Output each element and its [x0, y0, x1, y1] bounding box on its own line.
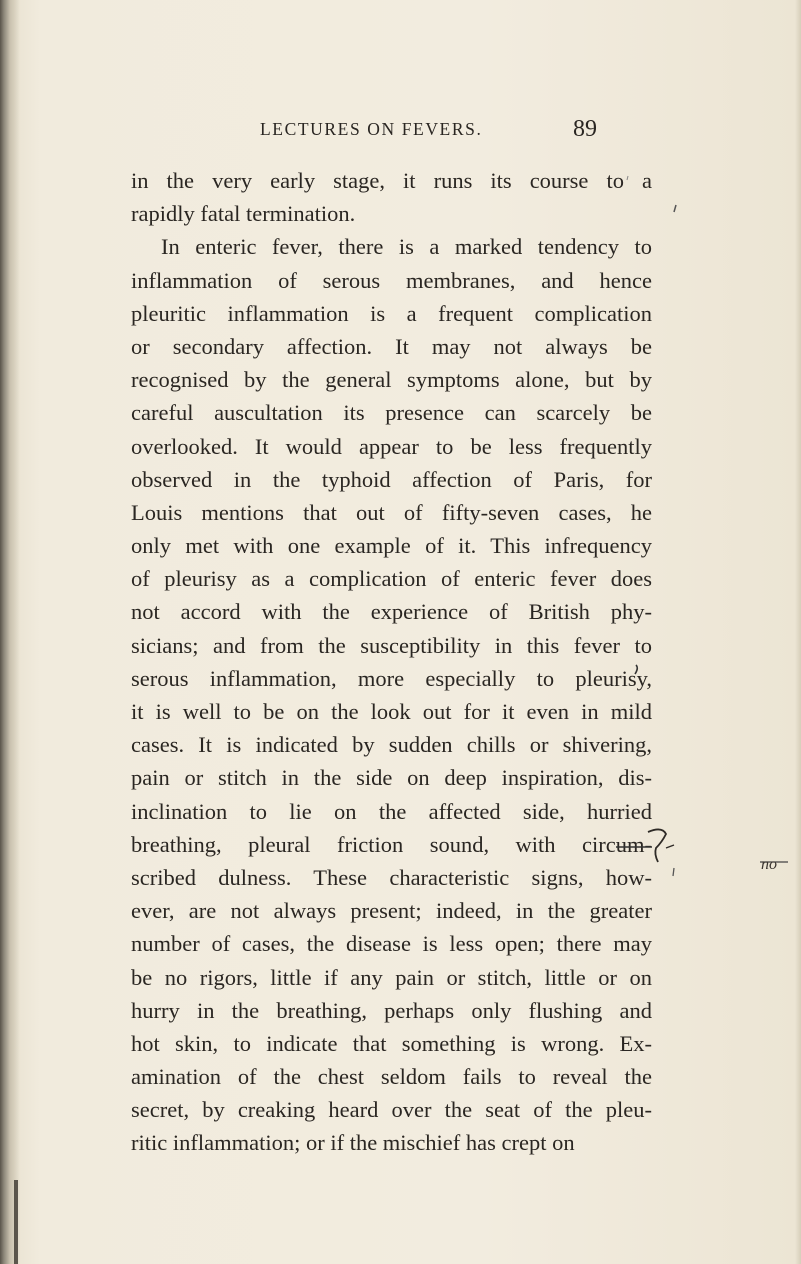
text-line: observed in the typhoid affection of Paris, for — [131, 466, 652, 492]
marginal-note: no — [761, 856, 777, 873]
text-line: ever, are not always present; indeed, in the greater — [131, 898, 652, 924]
text-line: sicians; and from the susceptibility in this fever to — [131, 632, 652, 658]
text-line: serous inflammation, more especially to pleurisy, — [131, 665, 652, 691]
text-line: not accord with the experience of British phy- — [131, 599, 652, 625]
running-head — [260, 116, 600, 146]
text-line: hurry in the breathing, perhaps only flushing and — [131, 997, 652, 1023]
text-line: hot skin, to indicate that something is wrong. Ex- — [131, 1030, 652, 1056]
text-line: recognised by the general symptoms alone, but by — [131, 367, 652, 393]
text-line: number of cases, the disease is less open; there may — [131, 931, 652, 957]
text-line: Louis mentions that out of fifty-seven cases, he — [131, 499, 652, 525]
text-line: overlooked. It would appear to be less frequently — [131, 433, 652, 459]
text-line: inflammation of serous membranes, and hence — [131, 267, 652, 293]
text-line: ritic inflammation; or if the mischief has crept on — [131, 1130, 575, 1156]
text-line: amination of the chest seldom fails to reveal the — [131, 1064, 652, 1090]
margin-tick — [674, 205, 676, 212]
text-line: pleuritic inflammation is a frequent complication — [131, 300, 652, 326]
text-line: In enteric fever, there is a marked tendency to — [161, 234, 652, 260]
text-line: in the very early stage, it runs its course to a — [131, 168, 652, 193]
page-edge — [795, 0, 801, 1264]
binding-shadow — [14, 1180, 18, 1264]
text-line: rapidly fatal termination. — [131, 201, 356, 227]
binding-edge — [0, 0, 20, 1264]
text-line: cases. It is indicated by sudden chills or shivering, — [131, 732, 652, 758]
text-line: it is well to be on the look out for it even in mild — [131, 699, 652, 724]
body-text — [131, 164, 652, 1160]
text-line: secret, by creaking heard over the seat of the pleu- — [131, 1097, 652, 1123]
text-line: or secondary affection. It may not always be — [131, 333, 652, 359]
margin-tick — [673, 868, 674, 876]
text-line: be no rigors, little if any pain or stitch, little or on — [131, 964, 652, 990]
text-line: of pleurisy as a complication of enteric fever does — [131, 566, 652, 592]
page-number: 89 — [573, 116, 597, 142]
text-line: careful auscultation its presence can scarcely be — [131, 400, 652, 426]
transposition-mark — [666, 845, 674, 848]
text-line: scribed dulness. These characteristic signs, how- — [131, 864, 652, 890]
text-line: breathing, pleural friction sound, with circum- — [131, 831, 652, 857]
running-title: LECTURES ON FEVERS. — [260, 119, 483, 139]
text-line: pain or stitch in the side on deep inspiration, dis- — [131, 765, 652, 791]
text-line: inclination to lie on the affected side, hurried — [131, 798, 652, 824]
text-line: only met with one example of it. This infrequency — [131, 533, 652, 559]
